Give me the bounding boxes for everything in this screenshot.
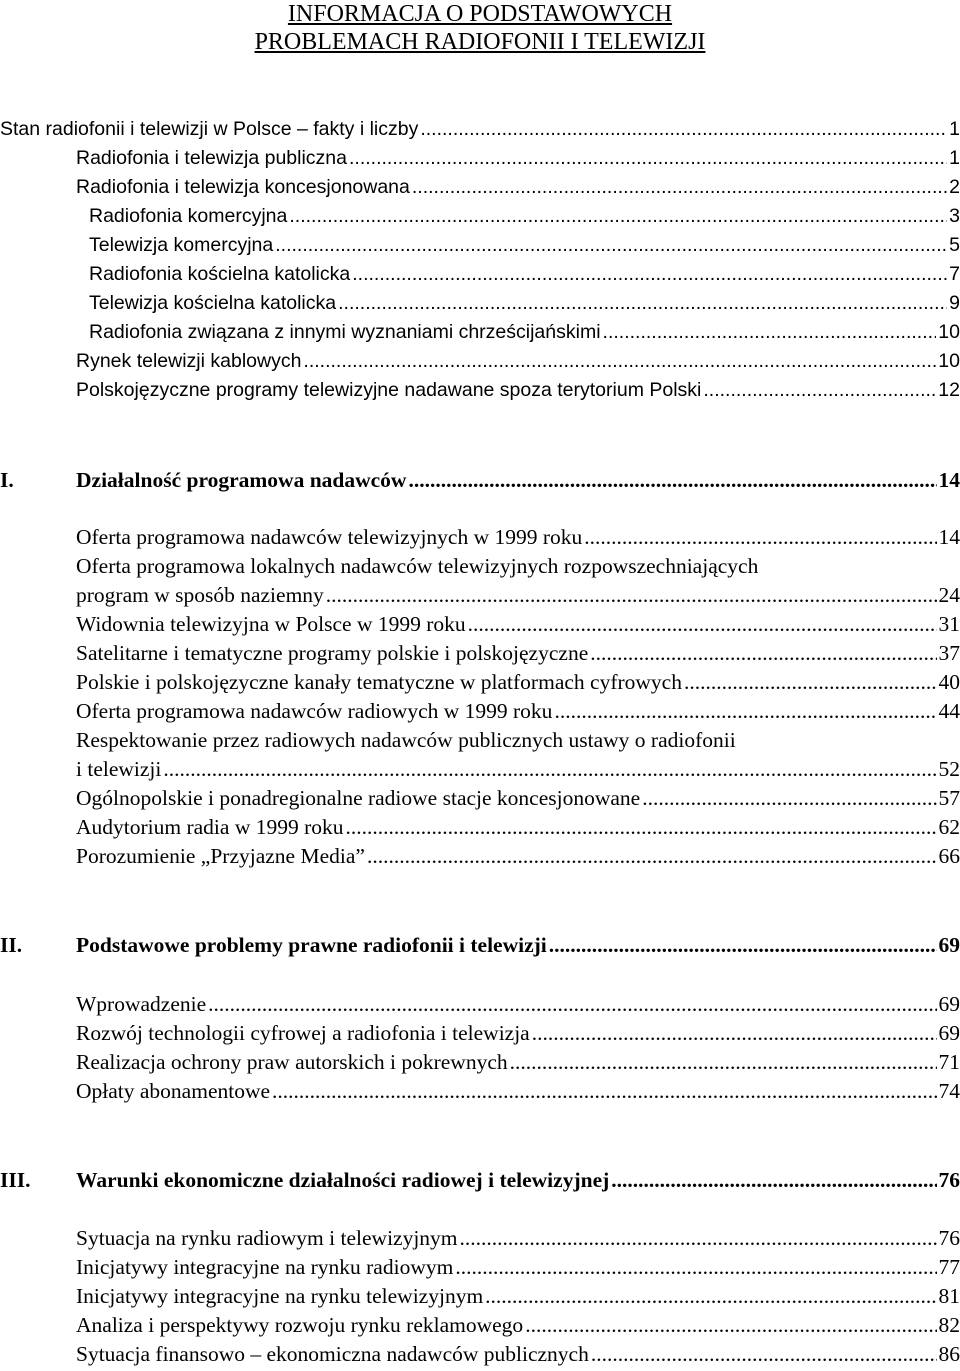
toc-entry[interactable] — [76, 582, 960, 608]
toc-entry[interactable] — [76, 611, 960, 637]
toc-leader-dots — [303, 349, 936, 373]
toc-entry-page: 10 — [938, 350, 960, 372]
toc-entry[interactable] — [76, 669, 960, 695]
toc-entry-page: 9 — [949, 292, 960, 314]
toc-entry-page: 5 — [949, 234, 960, 256]
toc-entry[interactable] — [76, 991, 960, 1017]
toc-entry-page: 77 — [938, 1255, 960, 1279]
toc-entry-label: Ogólnopolskie i ponadregionalne radiowe stacje koncesjonowane — [76, 786, 641, 810]
toc-entry-label: Rynek telewizji kablowych — [76, 350, 302, 372]
toc-entry[interactable] — [76, 146, 960, 170]
toc-entry-section-heading[interactable] — [76, 932, 960, 958]
toc-entry[interactable] — [76, 378, 960, 402]
toc-entry-page: 57 — [938, 786, 960, 810]
toc-entry[interactable] — [76, 1341, 960, 1367]
toc-entry-page: 1 — [949, 118, 960, 140]
toc-entry-page: 7 — [949, 263, 960, 285]
toc-leader-dots — [367, 843, 937, 869]
toc-entry-page: 44 — [938, 699, 960, 723]
document-title-line-2: PROBLEMACH RADIOFONII I TELEWIZJI — [254, 29, 706, 55]
toc-leader-dots — [532, 1020, 937, 1046]
toc-entry-label: program w sposób naziemny — [76, 583, 324, 607]
toc-entry[interactable] — [76, 1254, 960, 1280]
toc-entry-label: Radiofonia i telewizja koncesjonowana — [76, 176, 410, 198]
toc-leader-dots — [684, 669, 937, 695]
toc-entry-page: 76 — [938, 1226, 960, 1250]
toc-leader-dots — [584, 524, 936, 550]
toc-entry-page: 69 — [938, 1021, 960, 1045]
toc-entry-label: Radiofonia związana z innymi wyznaniami chrześcijańskimi — [89, 321, 601, 343]
toc-leader-dots — [289, 204, 947, 228]
toc-entry-label: Radiofonia i telewizja publiczna — [76, 147, 347, 169]
toc-entry[interactable] — [76, 524, 960, 550]
toc-entry-page: 12 — [938, 379, 960, 401]
toc-entry[interactable] — [89, 291, 960, 315]
toc-entry-page: 1 — [949, 147, 960, 169]
toc-leader-dots — [412, 175, 947, 199]
toc-entry[interactable] — [76, 698, 960, 724]
toc-entry-label: Audytorium radia w 1999 roku — [76, 815, 344, 839]
toc-entry-page: 76 — [938, 1168, 960, 1192]
toc-leader-dots — [525, 1312, 936, 1338]
toc-entry-page: 14 — [938, 525, 960, 549]
toc-entry-label: Radiofonia kościelna katolicka — [89, 263, 351, 285]
toc-entry-label: Satelitarne i tematyczne programy polskie i polskojęzyczne — [76, 641, 589, 665]
toc-entry[interactable] — [76, 1312, 960, 1338]
toc-leader-dots — [272, 1078, 936, 1104]
toc-entry-page: 81 — [938, 1284, 960, 1308]
toc-entry-page: 69 — [938, 933, 960, 957]
toc-entry-label: Oferta programowa nadawców telewizyjnych w 1999 roku — [76, 525, 583, 549]
toc-entry[interactable] — [76, 756, 960, 782]
toc-entry-label: Rozwój technologii cyfrowej a radiofonia i telewizja — [76, 1021, 530, 1045]
toc-entry-page: 2 — [949, 176, 960, 198]
toc-entry[interactable] — [76, 640, 960, 666]
toc-leader-dots — [163, 756, 936, 782]
document-title-line-1: INFORMACJA O PODSTAWOWYCH — [287, 1, 673, 27]
toc-entry-section-heading[interactable] — [76, 467, 960, 493]
toc-leader-dots — [590, 640, 936, 666]
section-number: I. — [0, 468, 14, 492]
toc-entry-intro-heading[interactable] — [0, 117, 960, 141]
toc-entry-page: 37 — [938, 641, 960, 665]
toc-entry-label: Działalność programowa nadawców — [76, 468, 407, 492]
toc-entry[interactable] — [76, 1078, 960, 1104]
toc-entry-label: Inicjatywy integracyjne na rynku radiowym — [76, 1255, 454, 1279]
toc-entry-label: Telewizja komercyjna — [89, 234, 274, 256]
toc-leader-dots — [420, 117, 947, 141]
toc-entry-label: i telewizji — [76, 757, 162, 781]
toc-entry[interactable] — [89, 262, 960, 286]
toc-leader-dots — [510, 1049, 937, 1075]
toc-entry-label: Sytuacja na rynku radiowym i telewizyjnym — [76, 1226, 458, 1250]
toc-leader-dots — [460, 1225, 937, 1251]
toc-entry[interactable] — [89, 320, 960, 344]
toc-entry-page: 10 — [938, 321, 960, 343]
toc-entry[interactable] — [76, 1283, 960, 1309]
toc-entry-label: Podstawowe problemy prawne radiofonii i telewizji — [76, 933, 547, 957]
toc-leader-dots — [485, 1283, 936, 1309]
toc-entry-label: Polskojęzyczne programy telewizyjne nadawane spoza terytorium Polski — [76, 379, 702, 401]
toc-leader-dots — [408, 467, 936, 493]
toc-entry-label: Opłaty abonamentowe — [76, 1079, 271, 1103]
toc-leader-dots — [703, 378, 936, 402]
toc-entry-label: Stan radiofonii i telewizji w Polsce – fakty i liczby — [0, 118, 419, 140]
toc-entry-label: Telewizja kościelna katolicka — [89, 292, 337, 314]
toc-leader-dots — [554, 698, 936, 724]
toc-leader-dots — [642, 785, 936, 811]
toc-entry-label: Wprowadzenie — [76, 992, 207, 1016]
toc-entry-label-first-line: Respektowanie przez radiowych nadawców publicznych ustawy o radiofonii — [76, 728, 736, 752]
toc-entry-label: Realizacja ochrony praw autorskich i pokrewnych — [76, 1050, 508, 1074]
toc-entry-page: 66 — [938, 844, 960, 868]
toc-entry[interactable] — [89, 204, 960, 228]
toc-entry-page: 3 — [949, 205, 960, 227]
section-number: III. — [0, 1168, 31, 1192]
toc-entry-label: Porozumienie „Przyjazne Media” — [76, 844, 365, 868]
toc-entry-page: 74 — [938, 1079, 960, 1103]
toc-leader-dots — [275, 233, 947, 257]
toc-entry[interactable] — [76, 1049, 960, 1075]
toc-entry-label: Radiofonia komercyjna — [89, 205, 288, 227]
toc-leader-dots — [346, 814, 937, 840]
toc-entry-page: 14 — [938, 468, 960, 492]
toc-entry-page: 40 — [938, 670, 960, 694]
toc-entry-label: Warunki ekonomiczne działalności radiowej i telewizyjnej — [76, 1168, 610, 1192]
toc-leader-dots — [352, 262, 947, 286]
toc-leader-dots — [455, 1254, 936, 1280]
toc-entry-page: 71 — [938, 1050, 960, 1074]
toc-leader-dots — [591, 1341, 937, 1367]
toc-leader-dots — [338, 291, 947, 315]
toc-entry[interactable] — [76, 1020, 960, 1046]
toc-leader-dots — [603, 320, 937, 344]
toc-entry[interactable] — [76, 785, 960, 811]
toc-entry-label: Widownia telewizyjna w Polsce w 1999 roku — [76, 612, 466, 636]
toc-entry-label: Polskie i polskojęzyczne kanały tematyczne w platformach cyfrowych — [76, 670, 682, 694]
toc-entry-label: Oferta programowa nadawców radiowych w 1999 roku — [76, 699, 553, 723]
toc-entry-section-heading[interactable] — [76, 1167, 960, 1193]
toc-entry-page: 62 — [938, 815, 960, 839]
section-number: II. — [0, 933, 23, 957]
toc-leader-dots — [549, 932, 937, 958]
toc-entry-page: 31 — [938, 612, 960, 636]
toc-leader-dots — [349, 146, 947, 170]
toc-entry-page: 82 — [938, 1313, 960, 1337]
toc-entry-page: 69 — [938, 992, 960, 1016]
toc-entry[interactable] — [76, 843, 960, 869]
toc-entry-page: 52 — [938, 757, 960, 781]
toc-entry-label: Sytuacja finansowo – ekonomiczna nadawców publicznych — [76, 1342, 589, 1366]
toc-leader-dots — [326, 582, 937, 608]
toc-leader-dots — [468, 611, 937, 637]
toc-entry[interactable] — [76, 814, 960, 840]
toc-leader-dots — [208, 991, 936, 1017]
toc-entry-label-first-line: Oferta programowa lokalnych nadawców telewizyjnych rozpowszechniających — [76, 554, 759, 578]
toc-entry-label: Analiza i perspektywy rozwoju rynku reklamowego — [76, 1313, 524, 1337]
toc-entry[interactable] — [76, 349, 960, 373]
toc-entry[interactable] — [89, 233, 960, 257]
toc-entry[interactable] — [76, 175, 960, 199]
toc-entry-label: Inicjatywy integracyjne na rynku telewizyjnym — [76, 1284, 484, 1308]
toc-entry-page: 24 — [938, 583, 960, 607]
toc-leader-dots — [611, 1167, 936, 1193]
toc-entry[interactable] — [76, 1225, 960, 1251]
toc-entry-page: 86 — [938, 1342, 960, 1366]
